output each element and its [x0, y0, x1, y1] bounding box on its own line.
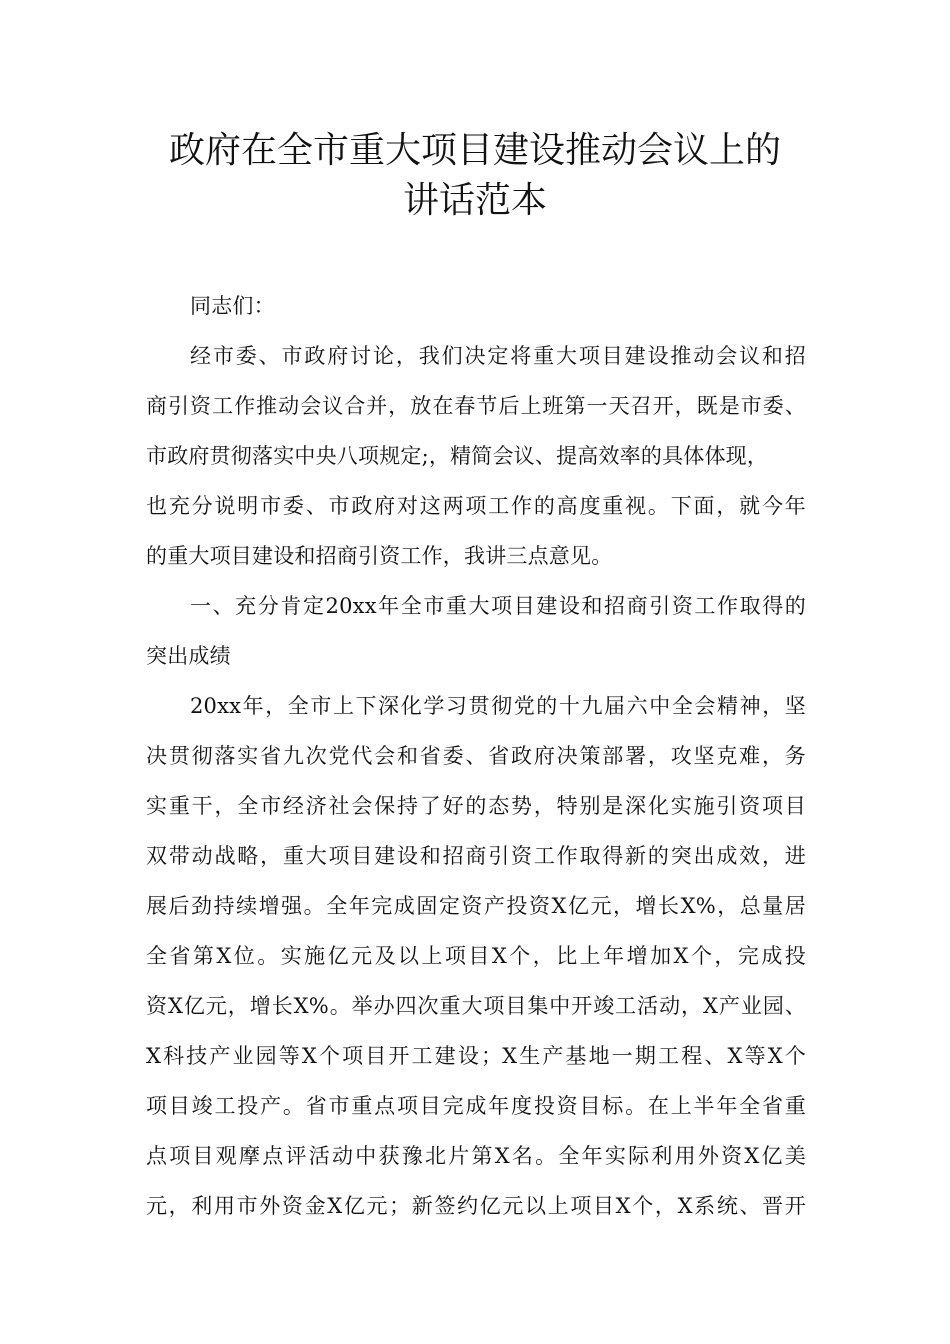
document-body — [146, 281, 806, 1231]
text-line: 经市委、市政府讨论，我们决定将重大项目建设推动会议和招 — [190, 344, 806, 368]
title-line-1: 政府在全市重大项目建设推动会议上的 — [168, 130, 781, 171]
text-line: 决贯彻落实省九次党代会和省委、省政府决策部署，攻坚克难，务 — [146, 744, 806, 768]
text-line: 也充分说明市委、市政府对这两项工作的高度重视。下面，就今年 — [146, 494, 806, 518]
text-line: 的重大项目建设和招商引资工作，我讲三点意见。 — [146, 544, 613, 568]
text-line: 元，利用市外资金X亿元；新签约亿元以上项目X个，X系统、晋开 — [146, 1194, 806, 1218]
text-line: 一、充分肯定20xx年全市重大项目建设和招商引资工作取得的 — [190, 594, 806, 618]
text-line: 市政府贯彻落实中央八项规定;，精简会议、提高效率的具体体现， — [146, 444, 769, 468]
text-line: X科技产业园等X个项目开工建设；X生产基地一期工程、X等X个 — [146, 1044, 806, 1068]
text-line: 同志们： — [190, 294, 275, 318]
text-line: 双带动战略，重大项目建设和招商引资工作取得新的突出成效，进 — [146, 844, 806, 868]
text-line: 实重干，全市经济社会保持了好的态势，特别是深化实施引资项目 — [146, 794, 806, 818]
text-line: 点项目观摩点评活动中获豫北片第X名。全年实际利用外资X亿美 — [146, 1144, 806, 1168]
text-line: 商引资工作推动会议合并，放在春节后上班第一天召开，既是市委、 — [146, 394, 806, 418]
text-line: 项目竣工投产。省市重点项目完成年度投资目标。在上半年全省重 — [146, 1094, 806, 1118]
text-line: 全省第X位。实施亿元及以上项目X个，比上年增加X个，完成投 — [146, 944, 806, 968]
text-line: 20xx年，全市上下深化学习贯彻党的十九届六中全会精神，坚 — [190, 694, 806, 718]
document-title — [0, 126, 950, 226]
title-line-2: 讲话范本 — [402, 180, 547, 221]
text-line: 资X亿元，增长X%。举办四次重大项目集中开竣工活动，X产业园、 — [146, 994, 806, 1018]
text-line: 突出成绩 — [146, 644, 231, 668]
text-line: 展后劲持续增强。全年完成固定资产投资X亿元，增长X%，总量居 — [146, 894, 806, 918]
